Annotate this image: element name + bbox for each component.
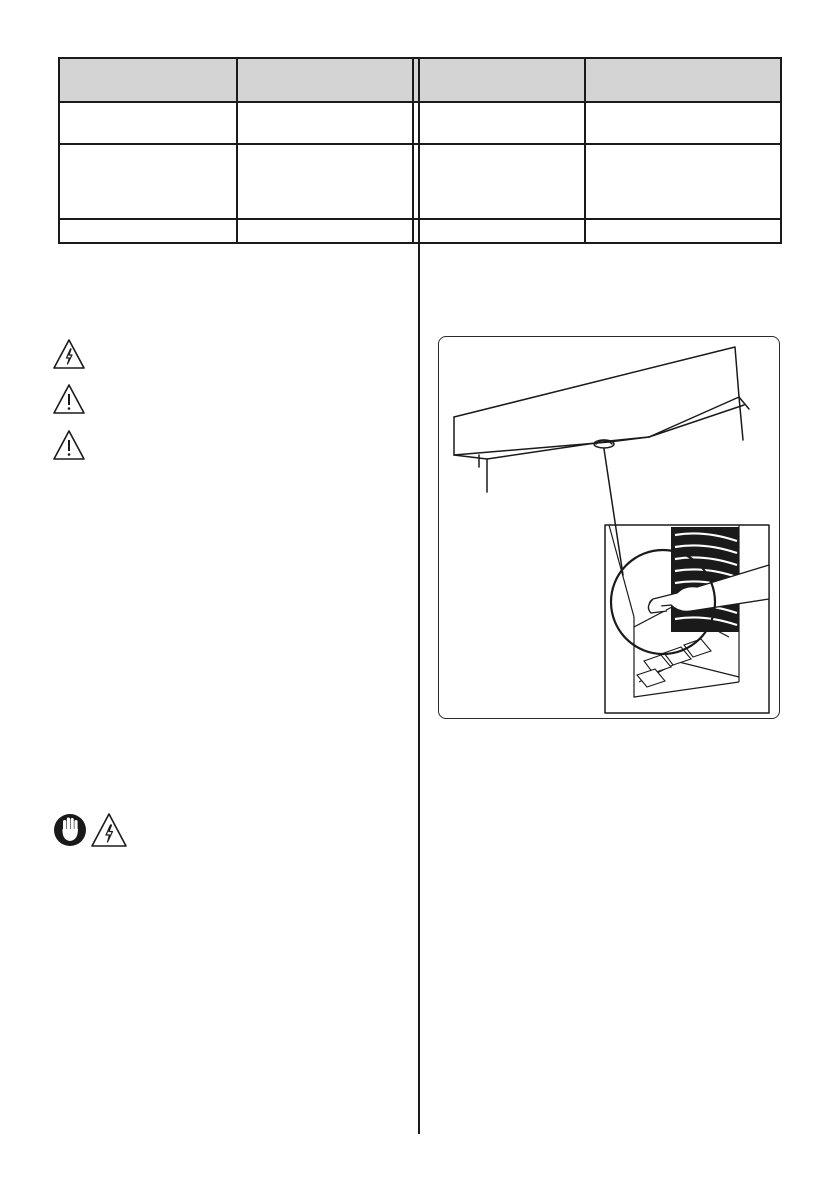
spec-table [58,57,782,244]
table-cell [413,144,585,219]
table-header-cell [237,58,413,102]
table-cell [585,219,781,243]
electric-shock-warning-icon [92,814,126,846]
table-row [59,144,781,219]
table-cell [59,219,237,243]
column-divider [418,57,420,1134]
table-cell [237,102,413,144]
table-header-cell [59,58,237,102]
table-row [59,102,781,144]
table-cell [413,219,585,243]
table-header-cell [585,58,781,102]
table-header-row [59,58,781,102]
table-cell [585,102,781,144]
table-cell [59,102,237,144]
caution-icon-group [52,810,132,850]
table-cell [59,144,237,219]
general-warning-icon [52,429,86,461]
figure-light-cover-removal [438,336,780,719]
table-cell [413,102,585,144]
refrigerator-light-cover-removal-icon [439,337,779,718]
table-header-cell [413,58,585,102]
electric-shock-warning-icon [52,338,86,370]
table-cell [585,144,781,219]
general-warning-icon [52,383,86,415]
table-row [59,219,781,243]
table-cell [237,144,413,219]
table-cell [237,219,413,243]
hand-stop-icon [54,814,86,846]
